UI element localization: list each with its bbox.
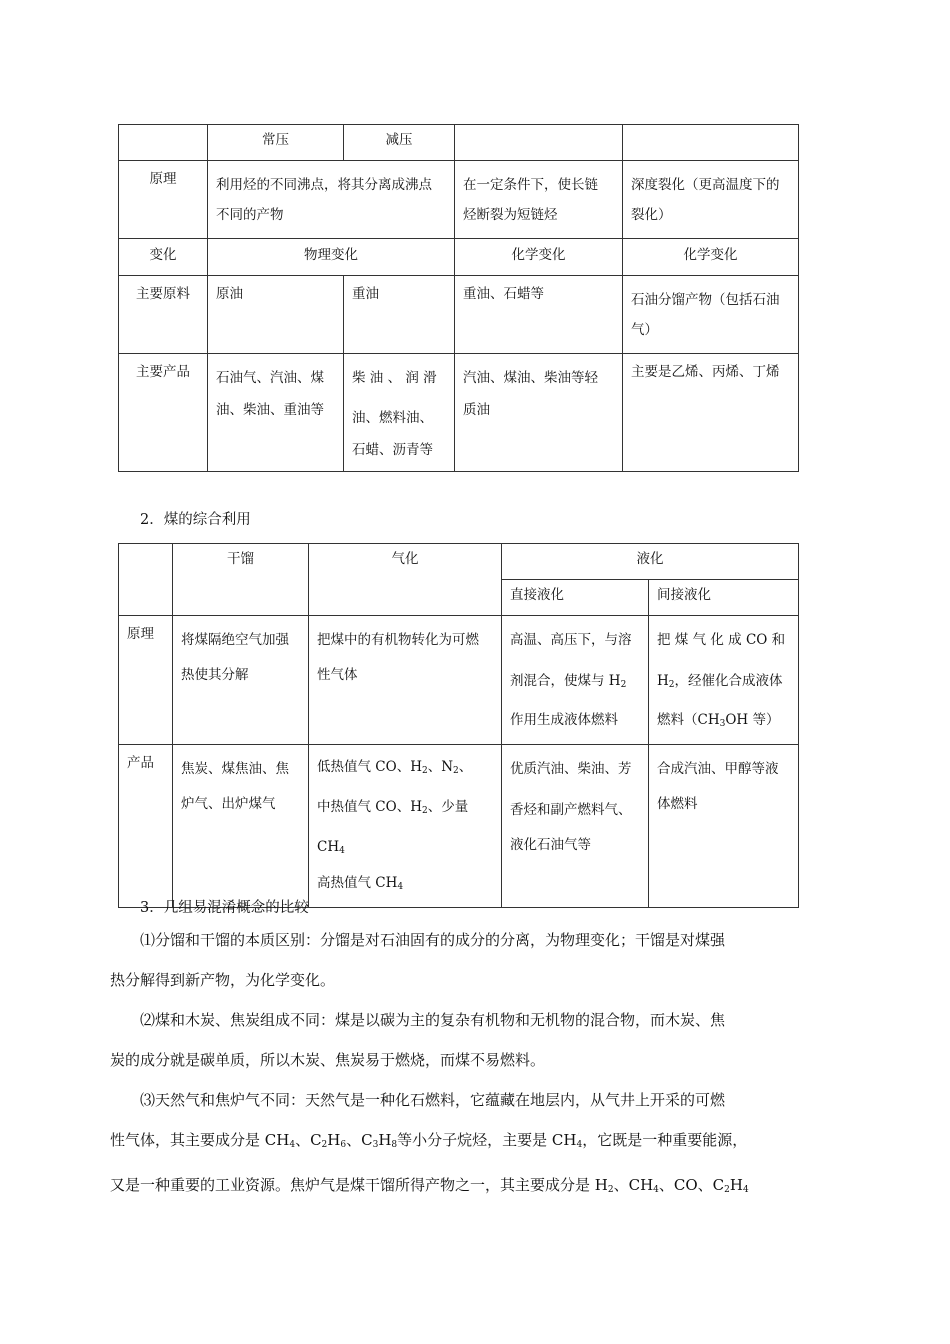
table-cell: 原油: [208, 276, 344, 354]
table-cell: [119, 125, 208, 161]
paragraph-3: ⑶天然气和焦炉气不同：天然气是一种化石燃料，它蕴藏在地层内，从气井上开采的可燃 性气体，其主要成分是 $CH_4$、$C_2H_6$、$C_3H_8$等小分子烷烃，主要是 $CH_4$，它既是一种重要能源， 又是一种重要的工业资源。焦炉气是煤干馏所得产物之一，其主要成分是 $H_2$、$CH_4$、CO、$C_2H_4$: [110, 1091, 749, 1195]
table-cell: 柴 油 、 润 滑 油、燃料油、 石蜡、沥青等: [344, 354, 455, 472]
row-label: 产品: [119, 745, 173, 908]
table-row: [119, 125, 799, 161]
table-cell: 焦炭、煤焦油、焦 炉气、出炉煤气: [173, 745, 309, 908]
table-header-cell: 直接液化: [502, 580, 649, 616]
petroleum-processing-table: [118, 124, 799, 472]
table-header-cell: 常压: [208, 125, 344, 161]
table-cell: [119, 544, 173, 616]
table-cell: 石油气、汽油、煤 油、柴油、重油等: [208, 354, 344, 472]
table-cell: 化学变化: [623, 239, 799, 276]
table-cell: 低热值气 CO、$H_2$、$N_2$、 中热值气 CO、$H_2$、少量 $CH_4$ 高热值气 $CH_4$: [309, 745, 502, 908]
row-label: 原理: [119, 616, 173, 745]
table-header-cell: 间接液化: [649, 580, 799, 616]
table-row: [119, 745, 799, 908]
table-cell: [623, 125, 799, 161]
table-cell: 优质汽油、柴油、芳 香烃和副产燃料气、 液化石油气等: [502, 745, 649, 908]
table-cell: 重油、石蜡等: [455, 276, 623, 354]
section-heading: 3．几组易混淆概念的比较: [140, 900, 309, 916]
table-row: [119, 544, 799, 580]
row-label: 原理: [119, 161, 208, 239]
table-header-cell: 干馏: [173, 544, 309, 616]
table-header-cell: 液化: [502, 544, 799, 580]
table-row: [119, 276, 799, 354]
table-cell: 化学变化: [455, 239, 623, 276]
table-cell: 高温、高压下，与溶 剂混合，使煤与 $H_2$ 作用生成液体燃料: [502, 616, 649, 745]
table-cell: [455, 125, 623, 161]
table-cell: 把 煤 气 化 成 CO 和 $H_2$，经催化合成液体 燃料（$CH_3OH$ 等）: [649, 616, 799, 745]
section-heading: 2．煤的综合利用: [140, 512, 251, 528]
paragraph-1: ⑴分馏和干馏的本质区别：分馏是对石油固有的成分的分离，为物理变化；干馏是对煤强 热分解得到新产物，为化学变化。: [110, 931, 726, 989]
table-row: [119, 161, 799, 239]
table-cell: 物理变化: [208, 239, 455, 276]
table-cell: 主要是乙烯、丙烯、丁烯: [623, 354, 799, 472]
row-label: 变化: [119, 239, 208, 276]
table-cell: 将煤隔绝空气加强 热使其分解: [173, 616, 309, 745]
row-label: 主要产品: [119, 354, 208, 472]
table-cell: 合成汽油、甲醇等液 体燃料: [649, 745, 799, 908]
table-header-cell: 气化: [309, 544, 502, 616]
table-row: [119, 616, 799, 745]
coal-utilization-table: [118, 543, 799, 908]
table-cell: 重油: [344, 276, 455, 354]
table-row: [119, 354, 799, 472]
table-cell: 深度裂化（更高温度下的 裂化）: [623, 161, 799, 239]
table-cell: 在一定条件下，使长链 烃断裂为短链烃: [455, 161, 623, 239]
row-label: 主要原料: [119, 276, 208, 354]
table-cell: 汽油、煤油、柴油等轻 质油: [455, 354, 623, 472]
table-cell: 把煤中的有机物转化为可燃 性气体: [309, 616, 502, 745]
table-cell: 利用烃的不同沸点，将其分离成沸点 不同的产物: [208, 161, 455, 239]
table-cell: 石油分馏产物（包括石油 气）: [623, 276, 799, 354]
paragraph-2: ⑵煤和木炭、焦炭组成不同：煤是以碳为主的复杂有机物和无机物的混合物，而木炭、焦 炭的成分就是碳单质，所以木炭、焦炭易于燃烧，而煤不易燃料。: [110, 1011, 726, 1069]
table-row: [119, 239, 799, 276]
table-header-cell: 减压: [344, 125, 455, 161]
